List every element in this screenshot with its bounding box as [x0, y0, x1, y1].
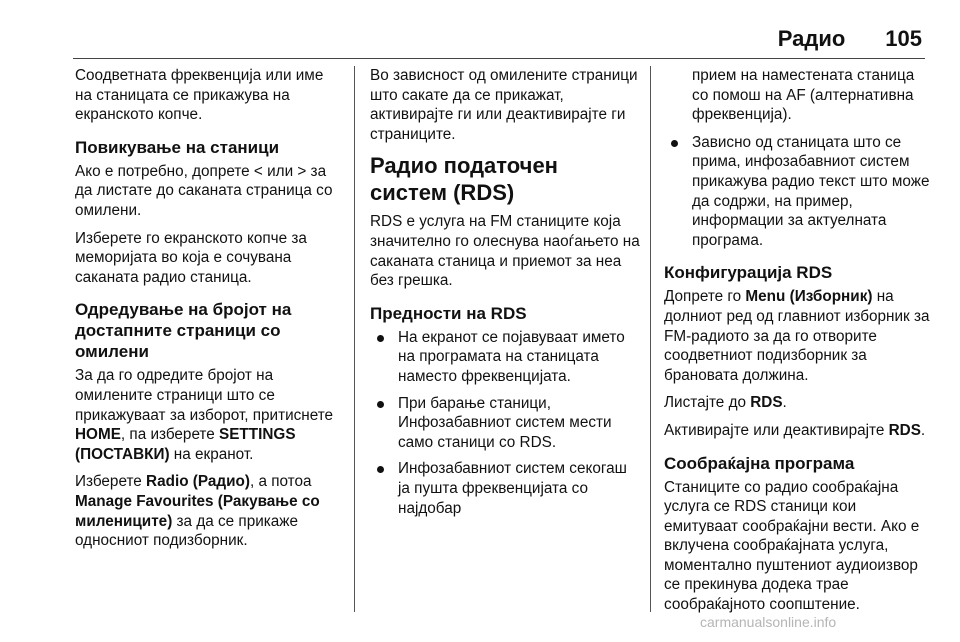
paragraph: Соодветната фреквенција или име на станицата се прикажува на екранското копче. [75, 67, 324, 124]
left-arrow-symbol: < [253, 162, 263, 180]
section-title: Радио [777, 26, 846, 51]
menu-label: Menu (Изборник) [745, 288, 873, 306]
home-key-label: HOME [75, 426, 121, 444]
column-1 [75, 66, 343, 559]
list-item: Зависно од станицата што се прима, инфозабавниот систем прикажува радио текст што може да содржи, на пример, информации за актуелната програма. [664, 133, 930, 251]
header-rule [73, 58, 925, 59]
paragraph: Ако е потребно, допрете < или > за да листате до саканата страница со омилени. [75, 162, 333, 219]
list-item-continuation: прием на наместената станица со помош на AF (алтернативна фреквенција). [692, 67, 915, 124]
heading-rds: Радио податочен систем (RDS) [370, 153, 558, 206]
heading-rds-configuration: Конфигурација RDS [664, 263, 833, 283]
list-item: При барање станици, Инфозабавниот систем мести само станици со RDS. [370, 394, 640, 453]
column-divider [354, 66, 355, 612]
advantages-list-continued [664, 133, 930, 251]
column-3 [664, 66, 930, 623]
heading-calling-stations: Повикување на станици [75, 137, 280, 157]
list-item: На екранот се појавуваат името на програмата на станицата наместо фреквенцијата. [370, 328, 640, 387]
paragraph: Листајте до RDS. [664, 394, 787, 412]
paragraph: За да го одредите бројот на омилените страници што се прикажуваат за изборот, притиснете HOME, па изберете SETTINGS (ПОСТАВКИ) на екранот. [75, 367, 334, 463]
list-item: Инфозабавниот систем секогаш ја пушта фреквенцијата со најдобар [370, 459, 640, 518]
rds-label: RDS [888, 421, 921, 439]
column-divider [650, 66, 651, 612]
paragraph: Станиците со радио сообраќајна услуга се RDS станици кои емитуваат сообраќајни вести. Ако е вклучена сообраќајната услуга, моментално пуштениот аудиоизвор се прекинува додека трае сообраќајното соопштение. [664, 478, 920, 614]
page-header [778, 26, 922, 52]
advantages-list [370, 328, 640, 518]
radio-label: Radio (Радио) [146, 473, 250, 491]
paragraph: RDS е услуга на FM станиците која значително го олеснува наоѓањето на саканата станица и приемот за неа без грешка. [370, 213, 640, 290]
paragraph: Активирајте или деактивирајте RDS. [664, 421, 926, 439]
watermark: carmanualsonline.info [700, 614, 837, 630]
manage-favourites-label: Manage Favourites (Ракување со милениците) [75, 492, 320, 530]
heading-favourite-pages: Одредување на бројот на достапните страници со омилени [75, 300, 292, 362]
page-number: 105 [885, 26, 922, 51]
heading-rds-advantages: Предности на RDS [370, 303, 527, 323]
paragraph: Во зависност од омилените страници што сакате да се прикажат, активирајте ги или деактивирајте ги страниците. [370, 67, 638, 143]
column-2 [370, 66, 640, 526]
heading-traffic-programme: Сообраќајна програма [664, 453, 855, 473]
settings-label: SETTINGS (ПОСТАВКИ) [75, 426, 296, 463]
paragraph: Изберете Radio (Радио), а потоа Manage Favourites (Ракување со милениците) за да се прикаже односниот подизборник. [75, 473, 320, 550]
right-arrow-symbol: > [297, 162, 307, 180]
paragraph: Допрете го Menu (Изборник) на долниот ред од главниот изборник за FM-радиото за да го отворите соодветниот подизборник за брановата должина. [664, 288, 930, 384]
paragraph: Изберете го екранското копче за меморијата во која е сочувана саканата радио станица. [75, 229, 307, 286]
rds-label: RDS [750, 394, 783, 412]
